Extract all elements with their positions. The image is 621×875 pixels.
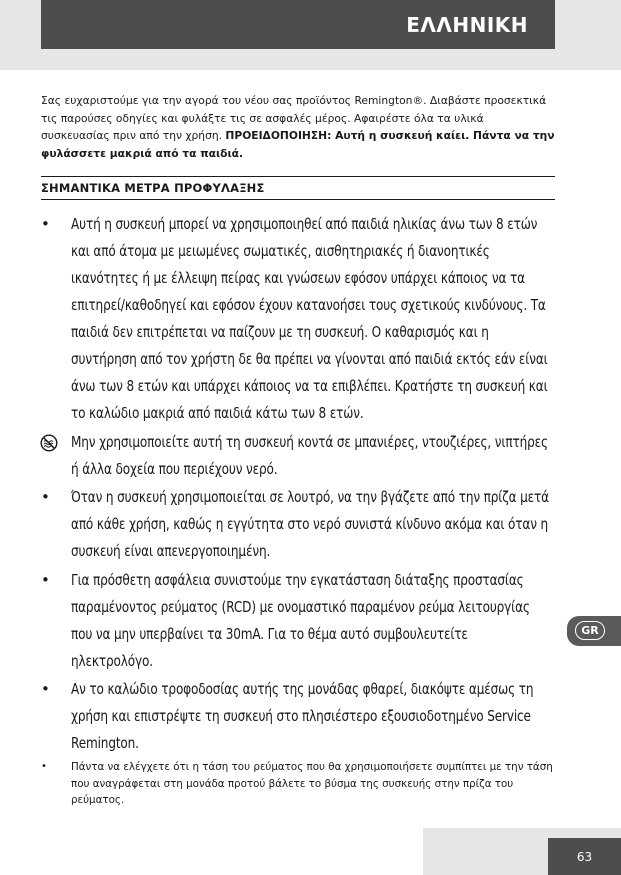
intro-paragraph: [41, 92, 555, 162]
intro-warning: ΠΡΟΕΙΔΟΠΟΙΗΣΗ: Αυτή η συσκευή καίει. Πάντα να την φυλάσσετε μακριά από τα παιδιά.: [41, 129, 555, 160]
language-title: ΕΛΛΗΝΙΚΗ: [406, 12, 528, 37]
bullet: •: [41, 680, 50, 698]
list-item: [41, 759, 555, 809]
section-title: ΣΗΜΑΝΤΙΚΑ ΜΕΤΡΑ ΠΡΟΦΥΛΑΞΗΣ: [41, 181, 265, 195]
page-number: 63: [576, 849, 593, 864]
item-text: Αυτή η συσκευή μπορεί να χρησιμοποιηθεί από παιδιά ηλικίας άνω των 8 ετών και από άτομα με μειωμένες σωματικές, αισθητηριακές ή διανοητικές ικανότητες ή με έλλειψη πείρας και γνώσεων εφόσον υπάρχει κάποιος να τα επιτηρεί/καθοδηγεί και εφόσον έχουν κατανοήσει τους σχετικούς κινδύνους. Τα παιδιά δεν επιτρέπεται να παίζουν με τη συσκευή. Ο καθαρισμός και η συντήρηση από τον χρήστη δε θα πρέπει να γίνονται από παιδιά εκτός εάν είναι άνω των 8 ετών και υπάρχει κάποιος να τα επιβλέπει. Κρατήστε τη συσκευή και το καλώδιο μακριά από παιδιά κάτω των 8 ετών.: [71, 215, 548, 422]
language-badge: [575, 621, 605, 640]
list-item: [41, 567, 555, 676]
page-number-box: [548, 838, 621, 875]
language-code: GR: [581, 624, 599, 637]
item-text: Όταν η συσκευή χρησιμοποιείται σε λουτρό, να την βγάζετε από την πρίζα μετά από κάθε χρήση, καθώς η εγγύτητα στο νερό συνιστά κίνδυνο ακόμα και όταν η συσκευή είναι απενεργοποιημένη.: [71, 488, 549, 560]
bullet: •: [41, 215, 50, 233]
list-item: [41, 676, 555, 759]
language-header: [41, 0, 555, 49]
bullet: •: [41, 571, 50, 589]
item-text: Πάντα να ελέγχετε ότι η τάση του ρεύματος που θα χρησιμοποιήσετε συμπίπτει με την τάση που αναγράφεται στη μονάδα προτού βάλετε το βύσμα της συσκευής στην πρίζα του ρεύματος.: [71, 761, 553, 806]
no-water-icon: [40, 434, 58, 452]
item-text: Για πρόσθετη ασφάλεια συνιστούμε την εγκατάσταση διάταξης προστασίας παραμένοντος ρεύματος (RCD) με ονομαστικό παραμένον ρεύμα λειτουργίας που να μην υπερβαίνει τα 30mA. Για το θέμα αυτό συμβουλευτείτε ηλεκτρολόγο.: [71, 571, 530, 670]
item-text: Αν το καλώδιο τροφοδοσίας αυτής της μονάδας φθαρεί, διακόψτε αμέσως τη χρήση και επιστρέψτε τη συσκευή στο πλησιέστερο εξουσιοδοτημένο Service Remington.: [71, 680, 534, 752]
list-item: [41, 484, 555, 567]
item-text: Μην χρησιμοποιείτε αυτή τη συσκευή κοντά σε μπανιέρες, ντουζιέρες, νιπτήρες ή άλλα δοχεία που περιέχουν νερό.: [71, 433, 548, 478]
bullet: •: [41, 488, 50, 506]
safety-list: [41, 211, 555, 809]
list-item: [41, 211, 555, 429]
section-heading: [41, 176, 555, 200]
list-item: [41, 429, 555, 484]
intro-text: Σας ευχαριστούμε για την αγορά του νέου σας προϊόντος Remington®. Διαβάστε προσεκτικά τις παρούσες οδηγίες και φυλάξτε τις σε ασφαλές μέρος. Αφαιρέστε όλα τα υλικά συσκευασίας πριν από την χρήση.: [41, 94, 547, 142]
bullet: •: [41, 761, 47, 772]
